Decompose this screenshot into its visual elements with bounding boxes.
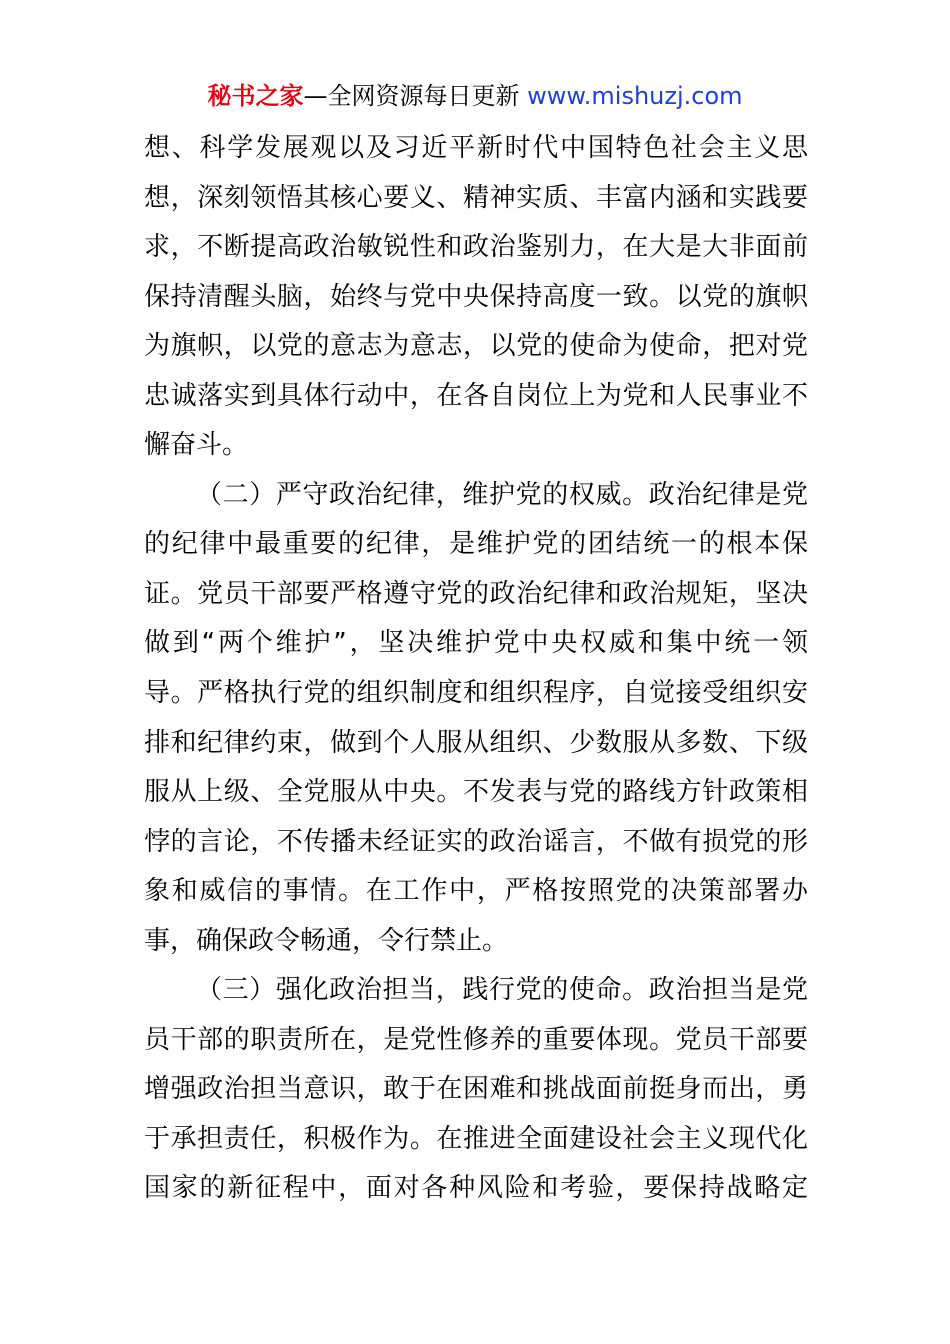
text-line: 于承担责任，积极作为。在推进全面建设社会主义现代化 — [144, 1123, 808, 1154]
document-body — [144, 124, 808, 1214]
text-line: 想、科学发展观以及习近平新时代中国特色社会主义思 — [144, 133, 808, 163]
section-heading-line: （三）强化政治担当，践行党的使命。政治担当是党 — [196, 975, 808, 1006]
text-line: 象和威信的事情。在工作中，严格按照党的决策部署办 — [144, 876, 808, 907]
text-line: 想，深刻领悟其核心要义、精神实质、丰富内涵和实践要 — [144, 182, 808, 213]
text-line: 忠诚落实到具体行动中，在各自岗位上为党和人民事业不 — [144, 380, 808, 411]
section-heading-line: （二）严守政治纪律，维护党的权威。政治纪律是党 — [196, 479, 808, 510]
text-line: 员干部的职责所在，是党性修养的重要体现。党员干部要 — [144, 1024, 808, 1055]
text-line: 证。党员干部要严格遵守党的政治纪律和政治规矩，坚决 — [144, 578, 808, 609]
text-line: 保持清醒头脑，始终与党中央保持高度一致。以党的旗帜 — [144, 281, 808, 312]
site-header — [0, 78, 950, 114]
text-line: 为旗帜，以党的意志为意志，以党的使命为使命，把对党 — [144, 331, 808, 362]
text-line: 的纪律中最重要的纪律，是维护党的团结统一的根本保 — [144, 529, 808, 560]
text-line: 增强政治担当意识，敢于在困难和挑战面前挺身而出，勇 — [144, 1074, 808, 1105]
text-line: 懈奋斗。 — [144, 430, 249, 461]
site-brand: 秘书之家 — [207, 82, 304, 110]
site-tagline: —全网资源每日更新 — [303, 82, 528, 110]
text-line: 悖的言论，不传播未经证实的政治谣言，不做有损党的形 — [144, 826, 808, 857]
site-url-link[interactable]: www.mishuzj.com — [527, 82, 743, 110]
text-line: 服从上级、全党服从中央。不发表与党的路线方针政策相 — [144, 777, 808, 808]
text-line: 做到“两个维护”，坚决维护党中央权威和集中统一领 — [144, 628, 808, 659]
text-line: 导。严格执行党的组织制度和组织程序，自觉接受组织安 — [144, 678, 808, 709]
text-line: 求，不断提高政治敏锐性和政治鉴别力，在大是大非面前 — [144, 232, 808, 263]
text-line: 排和纪律约束，做到个人服从组织、少数服从多数、下级 — [144, 727, 808, 758]
text-line: 事，确保政令畅通，令行禁止。 — [144, 925, 509, 956]
text-line: 国家的新征程中，面对各种风险和考验，要保持战略定 — [144, 1173, 808, 1204]
